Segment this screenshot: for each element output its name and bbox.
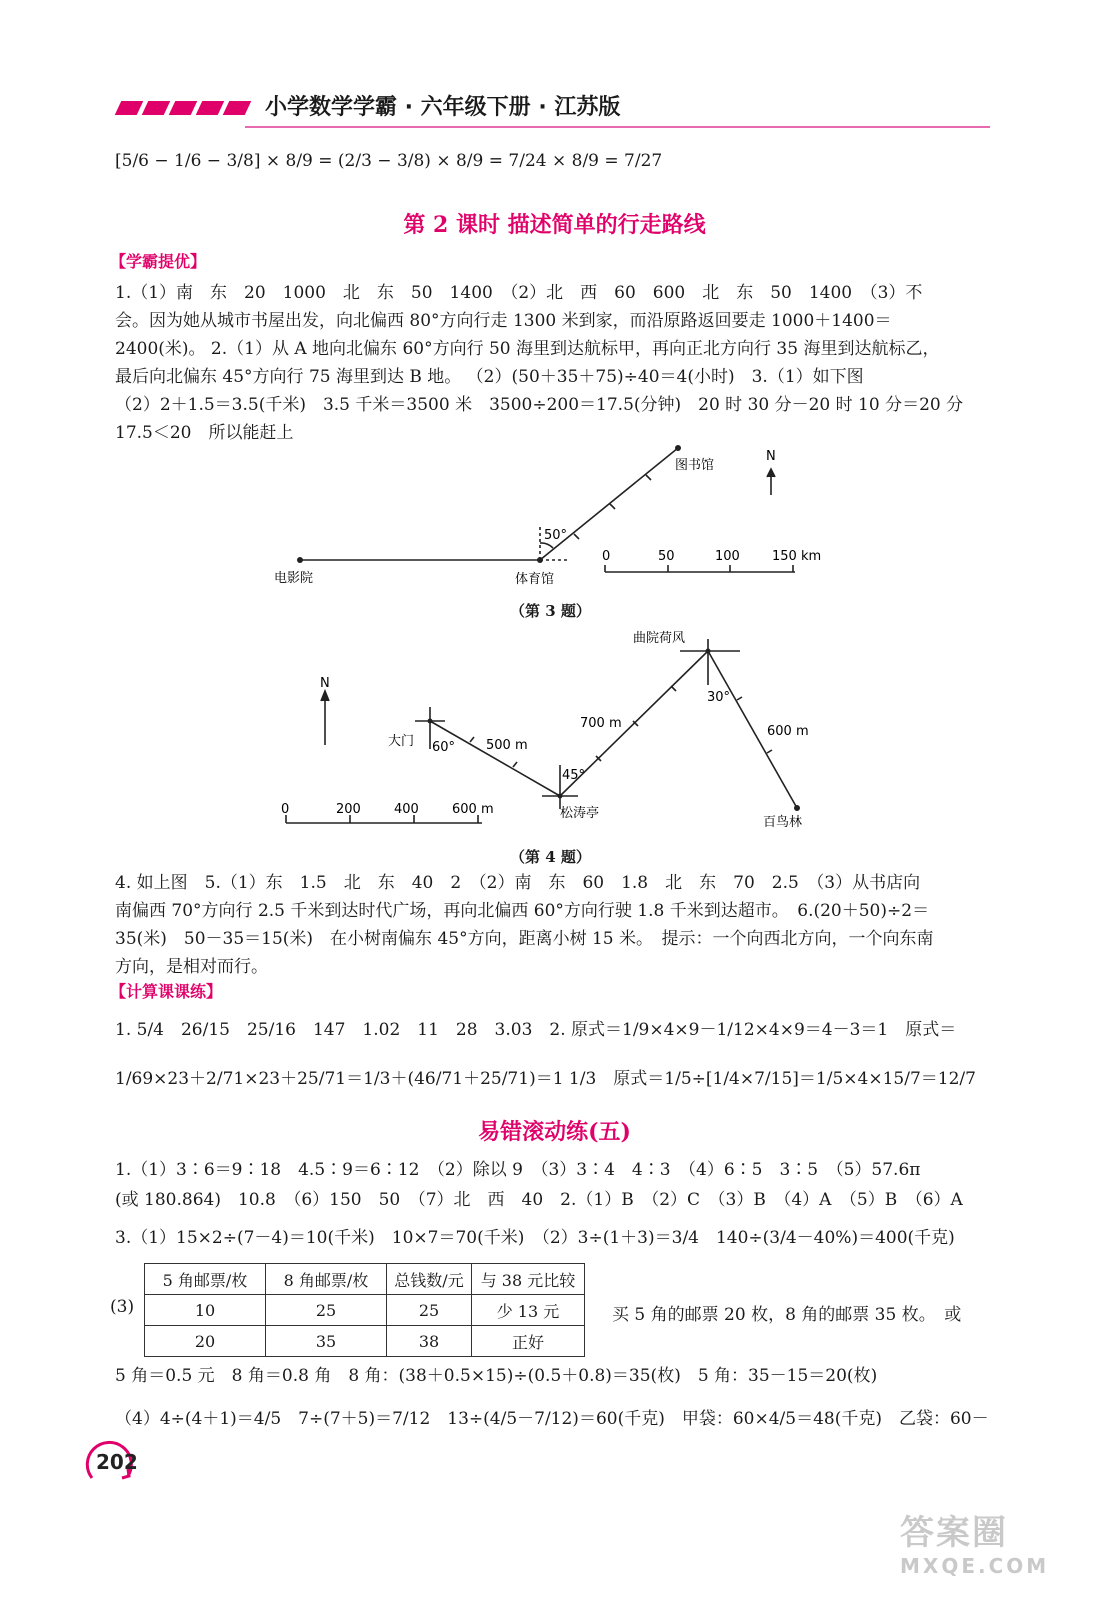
table-cell: 25 (387, 1295, 472, 1326)
review-title: 易错滚动练(五) (478, 1119, 631, 1145)
path-gate-pavilion (430, 721, 560, 796)
scale4-400: 400 (394, 802, 419, 817)
review-line-2: (或 180.864) 10.8 （6）150 50 （7）北 西 40 2.（1）B （2）C （3）B （4）A （5）B （6）A (115, 1190, 963, 1210)
review-after-1: 5 角＝0.5 元 8 角＝0.8 角 8 角：(38＋0.5×15)÷(0.5＋0.8)＝35(枚) 5 角：35－15＝20(枚) (115, 1366, 878, 1386)
label-opera: 曲院荷风 (633, 631, 686, 646)
review-line-1: 1.（1）3∶6＝9∶18 4.5∶9＝6∶12 （2）除以 9 （3）3∶4 4∶3 （4）6∶5 3∶5 （5）57.6π (115, 1160, 921, 1180)
table-header-row (145, 1264, 585, 1295)
scale4-600: 600 m (452, 802, 494, 817)
table-cell: 正好 (472, 1326, 585, 1357)
table-row (145, 1295, 585, 1326)
lesson-line-6: 17.5＜20 所以能赶上 (115, 423, 294, 443)
lesson-line-4: 最后向北偏东 45°方向行 75 海里到达 B 地。 （2）(50＋35＋75)÷40＝4(小时) 3.（1）如下图 (115, 367, 864, 387)
figure-4-caption: （第 4 题） (510, 848, 591, 866)
lesson-line-2: 会。因为她从城市书屋出发，向北偏西 80°方向行走 1300 米到家，而沿原路返回要走 1000＋1400＝ (115, 311, 892, 331)
table-header: 总钱数/元 (387, 1264, 472, 1295)
label-north: N (766, 449, 776, 464)
scale-150: 150 km (772, 549, 822, 564)
calc-line-2: 1/69×23＋2/71×23＋25/71＝1/3＋(46/71＋25/71)＝1 1/3 原式＝1/5÷[1/4×7/15]＝1/5×4×15/7＝12/7 (115, 1069, 976, 1089)
label-angle-50: 50° (544, 528, 568, 543)
q-line-2: 南偏西 70°方向行 2.5 千米到达时代广场，再向北偏西 60°方向行驶 1.8 千米到达超市。 6.(20＋50)÷2＝ (115, 901, 930, 921)
figure-3 (250, 435, 850, 615)
label-stadium: 体育馆 (515, 572, 555, 587)
label-birds: 百鸟林 (763, 815, 803, 830)
table-cell: 25 (266, 1295, 387, 1326)
scale-0: 0 (602, 549, 611, 564)
scale4-200: 200 (336, 802, 361, 817)
label-angle-45: 45° (562, 768, 586, 783)
table-label: (3) (110, 1297, 135, 1317)
top-formula: [5/6 − 1/6 − 3/8] × 8/9 = (2/3 − 3/8) × 8/9 = 7/24 × 8/9 = 7/27 (115, 151, 663, 171)
figure-4 (270, 625, 830, 840)
label-library: 图书馆 (675, 458, 715, 473)
table-header: 5 角邮票/枚 (145, 1264, 266, 1295)
table-row (145, 1326, 585, 1357)
page-number: 202 (96, 1450, 138, 1474)
path-stadium-library (540, 448, 678, 560)
lesson-title: 第 2 课时 描述简单的行走路线 (403, 212, 706, 238)
table-note: 买 5 角的邮票 20 枚，8 角的邮票 35 枚。 或 (612, 1305, 962, 1325)
label-600m: 600 m (767, 724, 809, 739)
review-line-3: 3.（1）15×2÷(7－4)＝10(千米) 10×7＝70(千米) （2）3÷(1＋3)＝3/4 140÷(3/4－40%)＝400(千克) (115, 1228, 955, 1248)
scale-50: 50 (658, 549, 675, 564)
label-north-4: N (320, 676, 330, 691)
label-cinema: 电影院 (274, 571, 314, 586)
table-cell: 35 (266, 1326, 387, 1357)
label-angle-30: 30° (707, 690, 731, 705)
book-title: 小学数学学霸 · 六年级下册 · 江苏版 (265, 95, 621, 120)
header-decoration (118, 101, 253, 115)
watermark-logo: 答案圈 MXQE.COM (900, 1513, 1050, 1578)
q-line-3: 35(米) 50－35＝15(米) 在小树南偏东 45°方向，距离小树 15 米。 提示：一个向西北方向，一个向东南 (115, 929, 934, 949)
label-pavilion: 松涛亭 (560, 806, 600, 821)
table-cell: 20 (145, 1326, 266, 1357)
q-line-1: 4. 如上图 5.（1）东 1.5 北 东 40 2 （2）南 东 60 1.8 北 东 70 2.5 （3）从书店向 (115, 873, 921, 893)
label-angle-60: 60° (432, 740, 456, 755)
calc-line-1: 1. 5/4 26/15 25/16 147 1.02 11 28 3.03 2. 原式＝1/9×4×9－1/12×4×9＝4－3＝1 原式＝ (115, 1020, 957, 1040)
table-cell: 38 (387, 1326, 472, 1357)
label-500m: 500 m (486, 738, 528, 753)
stamps-table (144, 1263, 585, 1357)
table-header: 与 38 元比较 (472, 1264, 585, 1295)
tag-xueba: 【学霸提优】 (110, 252, 207, 271)
lesson-line-5: （2）2＋1.5＝3.5(千米) 3.5 千米＝3500 米 3500÷200＝17.5(分钟) 20 时 30 分－20 时 10 分＝20 分 (115, 395, 964, 415)
tag-calc: 【计算课课练】 (110, 982, 223, 1001)
figure-3-caption: （第 3 题） (510, 602, 591, 620)
review-after-2: （4）4÷(4＋1)＝4/5 7÷(7＋5)＝7/12 13÷(4/5－7/12)＝60(千克) 甲袋：60×4/5＝48(千克) 乙袋：60－ (115, 1409, 989, 1429)
label-700m: 700 m (580, 716, 622, 731)
q-line-4: 方向，是相对而行。 (115, 957, 268, 977)
table-cell: 少 13 元 (472, 1295, 585, 1326)
scale4-0: 0 (281, 802, 290, 817)
lesson-line-1: 1.（1）南 东 20 1000 北 东 50 1400 （2）北 西 60 600 北 东 50 1400 （3）不 (115, 283, 923, 303)
header-rule (245, 126, 990, 128)
table-cell: 10 (145, 1295, 266, 1326)
label-gate: 大门 (388, 734, 415, 749)
table-header: 8 角邮票/枚 (266, 1264, 387, 1295)
lesson-line-3: 2400(米)。 2.（1）从 A 地向北偏东 60°方向行 50 海里到达航标甲，再向正北方向行 35 海里到达航标乙， (115, 339, 940, 359)
scale-100: 100 (715, 549, 740, 564)
